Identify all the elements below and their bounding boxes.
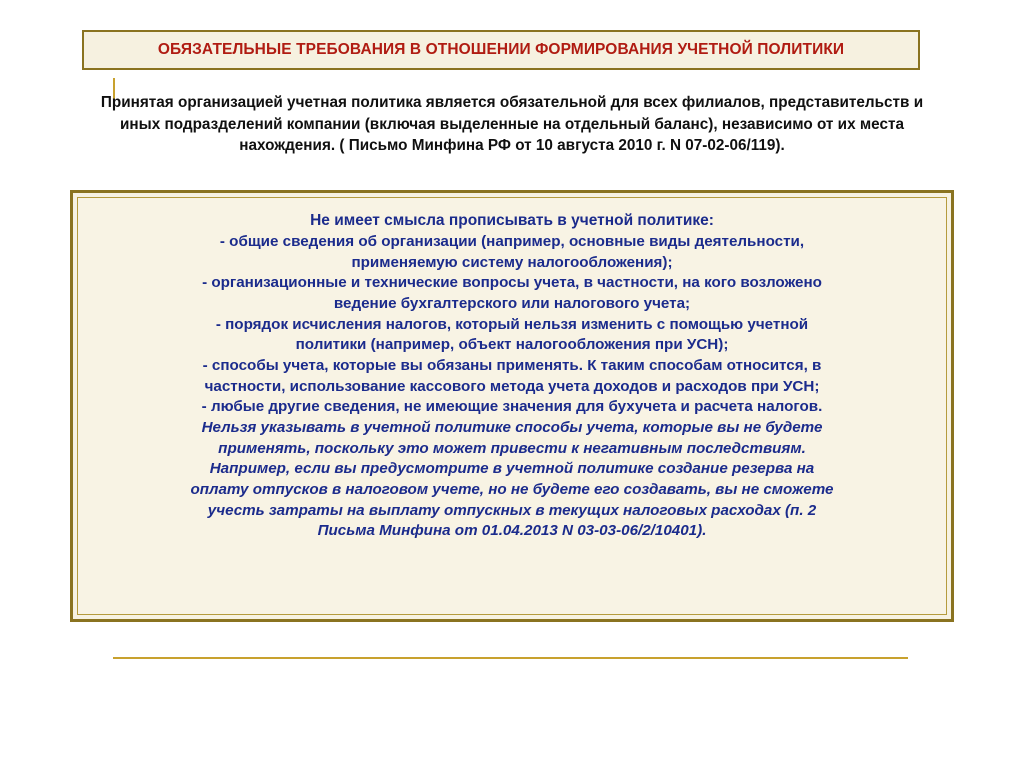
- content-line: - общие сведения об организации (например, основные виды деятельности,: [219, 233, 805, 250]
- content-line: частности, использование кассового метода учета доходов и расходов при УСН;: [204, 377, 820, 395]
- bottom-divider: [113, 657, 908, 659]
- content-line-italic: применять, поскольку это может привести к негативным последствиям.: [218, 439, 806, 457]
- page-title: ОБЯЗАТЕЛЬНЫЕ ТРЕБОВАНИЯ В ОТНОШЕНИИ ФОРМИРОВАНИЯ УЧЕТНОЙ ПОЛИТИКИ: [157, 41, 845, 59]
- content-box-heading: Не имеет смысла прописывать в учетной политике:: [310, 212, 714, 229]
- content-line-italic: Например, если вы предусмотрите в учетной политике создание резерва на: [209, 460, 815, 478]
- content-line: политики (например, объект налогообложения при УСН);: [295, 336, 729, 354]
- intro-paragraph: [92, 92, 932, 157]
- content-line: - способы учета, которые вы обязаны применять. К таким способам относится, в: [202, 357, 822, 375]
- intro-text: Принятая организацией учетная политика является обязательной для всех филиалов, представительств и иных подразделений компании (включая выделенные на отдельный баланс), независимо от их места нахождения. ( Письмо Минфина РФ от 10 августа 2010 г. N 07-02-06/119).: [100, 94, 924, 155]
- content-line: - организационные и технические вопросы учета, в частности, на кого возложено: [202, 274, 822, 292]
- content-line-italic: Письма Минфина от 01.04.2013 N 03-03-06/2/10401).: [317, 522, 707, 540]
- content-line: ведение бухгалтерского или налогового учета;: [333, 295, 691, 313]
- content-line: применяемую систему налогообложения);: [351, 253, 673, 271]
- content-box-inner: [77, 197, 947, 615]
- content-line: - порядок исчисления налогов, который нельзя изменить с помощью учетной: [215, 315, 809, 333]
- content-box: [70, 190, 954, 622]
- title-banner: [82, 30, 920, 70]
- content-line-italic: Нельзя указывать в учетной политике способы учета, которые вы не будете: [201, 419, 823, 437]
- content-line: - любые другие сведения, не имеющие значения для бухучета и расчета налогов.: [201, 398, 823, 416]
- content-line-italic: учесть затраты на выплату отпускных в текущих налоговых расходах (п. 2: [207, 501, 817, 519]
- content-line-italic: оплату отпусков в налоговом учете, но не будете его создавать, вы не сможете: [190, 481, 834, 499]
